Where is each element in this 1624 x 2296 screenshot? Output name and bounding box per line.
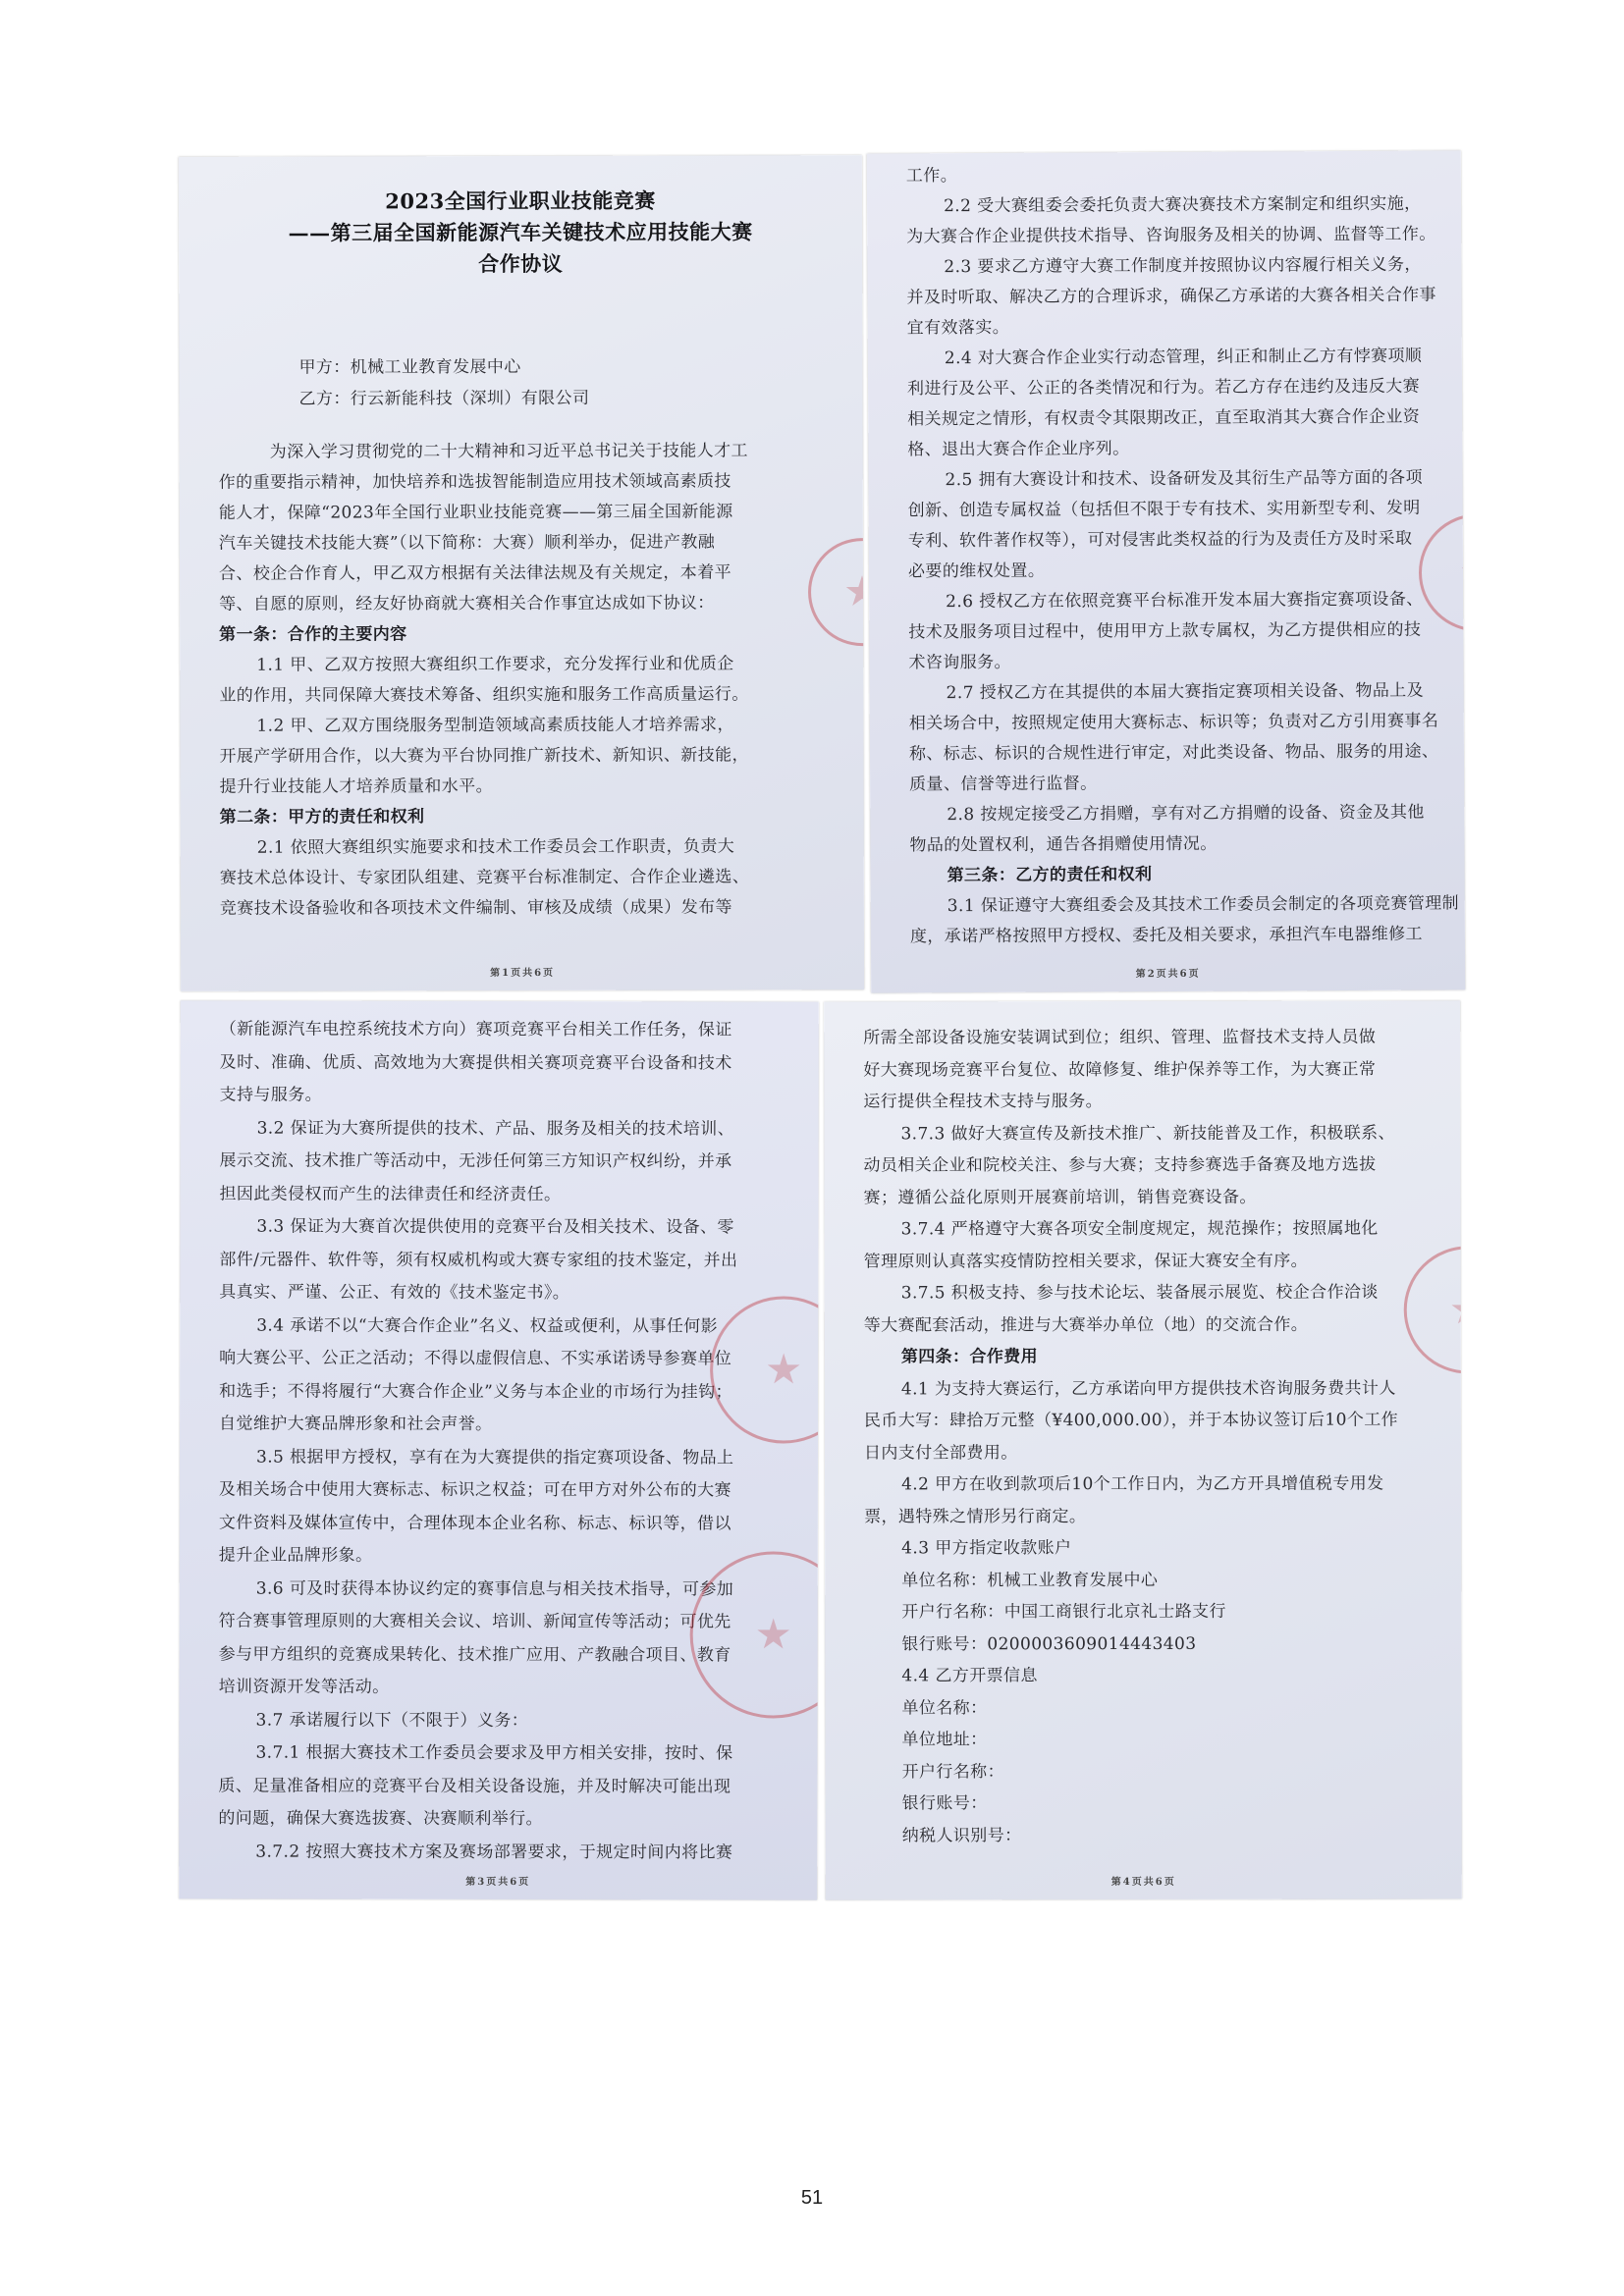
body-line: 3.7.1 根据大赛技术工作委员会要求及甲方相关安排，按时、保: [255, 1742, 733, 1764]
body-line: 参与甲方组织的竞赛成果转化、技术推广应用、产教融合项目、教育: [218, 1644, 731, 1665]
body-line: 4.1 为支持大赛运行，乙方承诺向甲方提供技术咨询服务费共计人: [900, 1378, 1396, 1399]
scan-page-3: [179, 1000, 819, 1899]
body-line: 合、校企合作育人，甲乙双方根据有关法律法规及有关规定，本着平: [218, 562, 732, 584]
body-line: 的问题，确保大赛选拔赛、决赛顺利举行。: [218, 1808, 543, 1830]
body-line: 担因此类侵权而产生的法律责任和经济责任。: [219, 1184, 562, 1204]
body-line: 赛；遵循公益化原则开展赛前培训，销售竞赛设备。: [863, 1187, 1257, 1207]
body-line: 等、自愿的原则，经友好协商就大赛相关合作事宜达成如下协议：: [219, 593, 715, 614]
agreement-title-1: 2023全国行业职业技能竞赛: [385, 187, 656, 214]
scan-page-4: [824, 1000, 1462, 1899]
body-line: 支持与服务。: [219, 1085, 323, 1105]
page-4-footer: 第4页共6页: [1110, 1876, 1176, 1889]
body-line: 2.8 按规定接受乙方捐赠，享有对乙方捐赠的设备、资金及其他: [947, 802, 1425, 826]
body-line: 4.2 甲方在收到款项后10个工作日内，为乙方开具增值税专用发: [901, 1473, 1384, 1495]
page-1-footer: 第1页共6页: [490, 967, 556, 980]
body-line: 相关场合中，按照规定使用大赛标志、标识等；负责对乙方引用赛事名: [908, 711, 1439, 734]
section-heading: 第二条：甲方的责任和权利: [219, 807, 425, 828]
body-line: 业的作用，共同保障大赛技术筹备、组织实施和服务工作高质量运行。: [219, 684, 749, 706]
body-line: 必要的维权处置。: [907, 561, 1046, 582]
body-line: 创新、创造专属权益（包括但不限于专有技术、实用新型专利、发明: [907, 498, 1421, 521]
red-seal-stamp: [808, 538, 864, 646]
body-line: 银行账号：: [901, 1793, 988, 1814]
body-line: 运行提供全程技术支持与服务。: [863, 1092, 1104, 1112]
body-line: 3.7 承诺履行以下（不限于）义务：: [255, 1710, 529, 1731]
body-line: 2.4 对大赛合作企业实行动态管理，纠正和制止乙方有悖赛项顺: [944, 346, 1423, 369]
body-line: 单位地址：: [901, 1730, 988, 1750]
body-line: 开展产学研用合作，以大赛为平台协同推广新技术、新知识、新技能，: [219, 745, 749, 767]
body-line: 度，承诺严格按照甲方授权、委托及相关要求，承担汽车电器维修工: [909, 924, 1423, 947]
body-line: 3.3 保证为大赛首次提供使用的竞赛平台及相关技术、设备、零: [256, 1216, 734, 1238]
body-line: 作的重要指示精神，加快培养和选拔智能制造应用技术领域高素质技: [218, 471, 731, 493]
red-seal-stamp: [710, 1296, 819, 1443]
body-line: 符合赛事管理原则的大赛相关会议、培训、新闻宣传等活动；可优先: [218, 1611, 731, 1632]
body-line: 2.5 拥有大赛设计和技术、设备研发及其衍生产品等方面的各项: [945, 467, 1424, 491]
body-line: 专利、软件著作权等），可对侵害此类权益的行为及责任方及时采取: [907, 528, 1413, 552]
body-line: 开户行名称：中国工商银行北京礼士路支行: [901, 1601, 1226, 1623]
body-line: 3.5 根据甲方授权，享有在为大赛提供的指定赛项设备、物品上: [255, 1447, 734, 1468]
body-line: 所需全部设备设施安装调试到位；组织、管理、监督技术支持人员做: [863, 1027, 1377, 1048]
body-line: 具真实、严谨、公正、有效的《技术鉴定书》。: [219, 1282, 570, 1304]
body-line: 2.1 依照大赛组织实施要求和技术工作委员会工作职责，负责大: [256, 836, 735, 858]
body-line: 3.4 承诺不以“大赛合作企业”名义、权益或便利，从事任何影: [256, 1315, 719, 1336]
body-line: 3.1 保证遵守大赛组委会及其技术工作委员会制定的各项竞赛管理制: [947, 893, 1460, 917]
body-line: 响大赛公平、公正之活动；不得以虚假信息、不实承诺诱导参赛单位: [219, 1348, 732, 1369]
body-line: 称、标志、标识的合规性进行审定，对此类设备、物品、服务的用途、: [908, 741, 1439, 765]
body-line: 赛技术总体设计、专家团队组建、竞赛平台标准制定、合作企业遴选、: [219, 867, 750, 888]
body-line: 术咨询服务。: [908, 652, 1011, 673]
body-line: 票，遇特殊之情形另行商定。: [864, 1506, 1087, 1526]
body-line: 提升行业技能人才培养质量和水平。: [219, 776, 494, 797]
body-line: 2.2 受大赛组委会委托负责大赛决赛技术方案制定和组织实施，: [943, 193, 1422, 217]
body-line: 单位名称：: [901, 1697, 988, 1718]
body-line: 1.2 甲、乙双方围绕服务型制造领域高素质技能人才培养需求，: [256, 715, 734, 736]
red-seal-stamp: [1419, 513, 1466, 632]
page-2-footer: 第2页共6页: [1135, 968, 1201, 981]
body-line: 能人才，保障“2023年全国行业职业技能竞赛——第三届全国新能源: [218, 502, 733, 523]
body-line: 3.7.4 严格遵守大赛各项安全制度规定，规范操作；按照属地化: [900, 1218, 1379, 1240]
body-line: 2.7 授权乙方在其提供的本届大赛指定赛项相关设备、物品上及: [946, 680, 1425, 704]
body-line: 工作。: [905, 166, 958, 187]
body-line: 3.7.5 积极支持、参与技术论坛、装备展示展览、校企合作洽谈: [900, 1282, 1379, 1304]
body-line: 开户行名称：: [901, 1761, 1004, 1782]
body-line: 为深入学习贯彻党的二十大精神和习近平总书记关于技能人才工: [269, 441, 748, 462]
body-line: 文件资料及媒体宣传中，合理体现本企业名称、标志、标识等，借以: [218, 1513, 731, 1533]
body-line: 汽车关键技术技能大赛”（以下简称：大赛）顺利举办，促进产教融: [218, 532, 716, 554]
body-line: 单位名称：机械工业教育发展中心: [901, 1570, 1159, 1590]
body-line: 并及时听取、解决乙方的合理诉求，确保乙方承诺的大赛各相关合作事: [906, 285, 1436, 308]
body-line: 2.3 要求乙方遵守大赛工作制度并按照协议内容履行相关义务，: [944, 254, 1422, 278]
page-2-body: [867, 150, 1461, 947]
agreement-title-3: 合作协议: [478, 250, 564, 277]
body-line: 民币大写：肆拾万元整（¥400,000.00），并于本协议签订后10个工作: [863, 1410, 1399, 1431]
body-line: 展示交流、技术推广等活动中，无涉任何第三方知识产权纠纷，并承: [219, 1150, 732, 1172]
party-b: 乙方：行云新能科技（深圳）有限公司: [298, 388, 590, 409]
scan-page-1: [179, 155, 864, 991]
body-line: 3.7.2 按照大赛技术方案及赛场部署要求，于规定时间内将比赛: [255, 1842, 733, 1862]
agreement-title-2: ——第三届全国新能源汽车关键技术应用技能大赛: [288, 219, 753, 245]
body-line: 动员相关企业和院校关注、参与大赛；支持参赛选手备赛及地方选拔: [863, 1154, 1377, 1176]
section-heading: 第三条：乙方的责任和权利: [947, 865, 1153, 886]
body-line: 3.7.3 做好大赛宣传及新技术推广、新技能普及工作，积极联系、: [900, 1123, 1395, 1144]
red-seal-stamp: [1404, 1246, 1462, 1373]
body-line: 2.6 授权乙方在依照竞赛平台标准开发本届大赛指定赛项设备、: [946, 589, 1424, 613]
body-line: 技术及服务项目过程中，使用甲方上款专属权，为乙方提供相应的技: [908, 619, 1422, 643]
body-line: 等大赛配套活动，推进与大赛举办单位（地）的交流合作。: [863, 1314, 1309, 1335]
body-line: 银行账号：0200003609014443403: [901, 1633, 1197, 1654]
section-heading: 第四条：合作费用: [900, 1347, 1039, 1367]
body-line: （新能源汽车电控系统技术方向）赛项竞赛平台相关工作任务，保证: [219, 1019, 732, 1041]
body-line: 格、退出大赛合作企业序列。: [907, 439, 1130, 460]
body-line: 宜有效落实。: [906, 317, 1010, 339]
body-line: 及时、准确、优质、高效地为大赛提供相关赛项竞赛平台设备和技术: [219, 1052, 732, 1073]
body-line: 和选手；不得将履行“大赛合作企业”义务与本企业的市场行为挂钩；: [219, 1381, 732, 1402]
body-line: 3.6 可及时获得本协议约定的赛事信息与相关技术指导，可参加: [255, 1578, 734, 1599]
page-number: 51: [800, 2187, 824, 2209]
body-line: 4.4 乙方开票信息: [901, 1666, 1038, 1686]
body-line: 质量、信誉等进行监督。: [909, 774, 1098, 795]
body-line: 4.3 甲方指定收款账户: [901, 1538, 1072, 1559]
body-line: 日内支付全部费用。: [863, 1442, 1018, 1463]
body-line: 好大赛现场竞赛平台复位、故障修复、维护保养等工作，为大赛正常: [863, 1059, 1377, 1080]
party-a: 甲方：机械工业教育发展中心: [298, 357, 521, 378]
body-line: 1.1 甲、乙双方按照大赛组织工作要求，充分发挥行业和优质企: [256, 654, 734, 675]
body-line: 3.2 保证为大赛所提供的技术、产品、服务及相关的技术培训、: [256, 1118, 735, 1139]
page-4-body: [824, 1000, 1460, 1845]
body-line: 提升企业品牌形象。: [218, 1545, 373, 1566]
body-line: 自觉维护大赛品牌形象和社会声誉。: [219, 1414, 493, 1434]
page-3-body: [181, 1000, 819, 1862]
body-line: 纳税人识别号：: [901, 1825, 1022, 1845]
body-line: 质、足量准备相应的竞赛平台及相关设备设施，并及时解决可能出现: [218, 1776, 731, 1796]
body-line: 及相关场合中使用大赛标志、标识之权益；可在甲方对外公布的大赛: [218, 1479, 731, 1501]
body-line: 物品的处置权利，通告各捐赠使用情况。: [909, 833, 1218, 856]
page-3-footer: 第3页共6页: [465, 1876, 531, 1889]
body-line: 利进行及公平、公正的各类情况和行为。若乙方存在违约及违反大赛: [906, 376, 1421, 400]
body-line: 相关规定之情形，有权责令其限期改正，直至取消其大赛合作企业资: [907, 406, 1421, 430]
body-line: 培训资源开发等活动。: [218, 1677, 390, 1697]
body-line: 部件/元器件、软件等，须有权威机构或大赛专家组的技术鉴定，并出: [219, 1250, 738, 1270]
body-line: 为大赛合作企业提供技术指导、咨询服务及相关的协调、监督等工作。: [906, 224, 1436, 247]
body-line: 竞赛技术设备验收和各项技术文件编制、审核及成绩（成果）发布等: [219, 897, 732, 919]
section-heading: 第一条：合作的主要内容: [219, 624, 407, 645]
scan-page-2: [867, 150, 1465, 992]
body-line: 管理原则认真落实疫情防控相关要求，保证大赛安全有序。: [863, 1251, 1309, 1271]
